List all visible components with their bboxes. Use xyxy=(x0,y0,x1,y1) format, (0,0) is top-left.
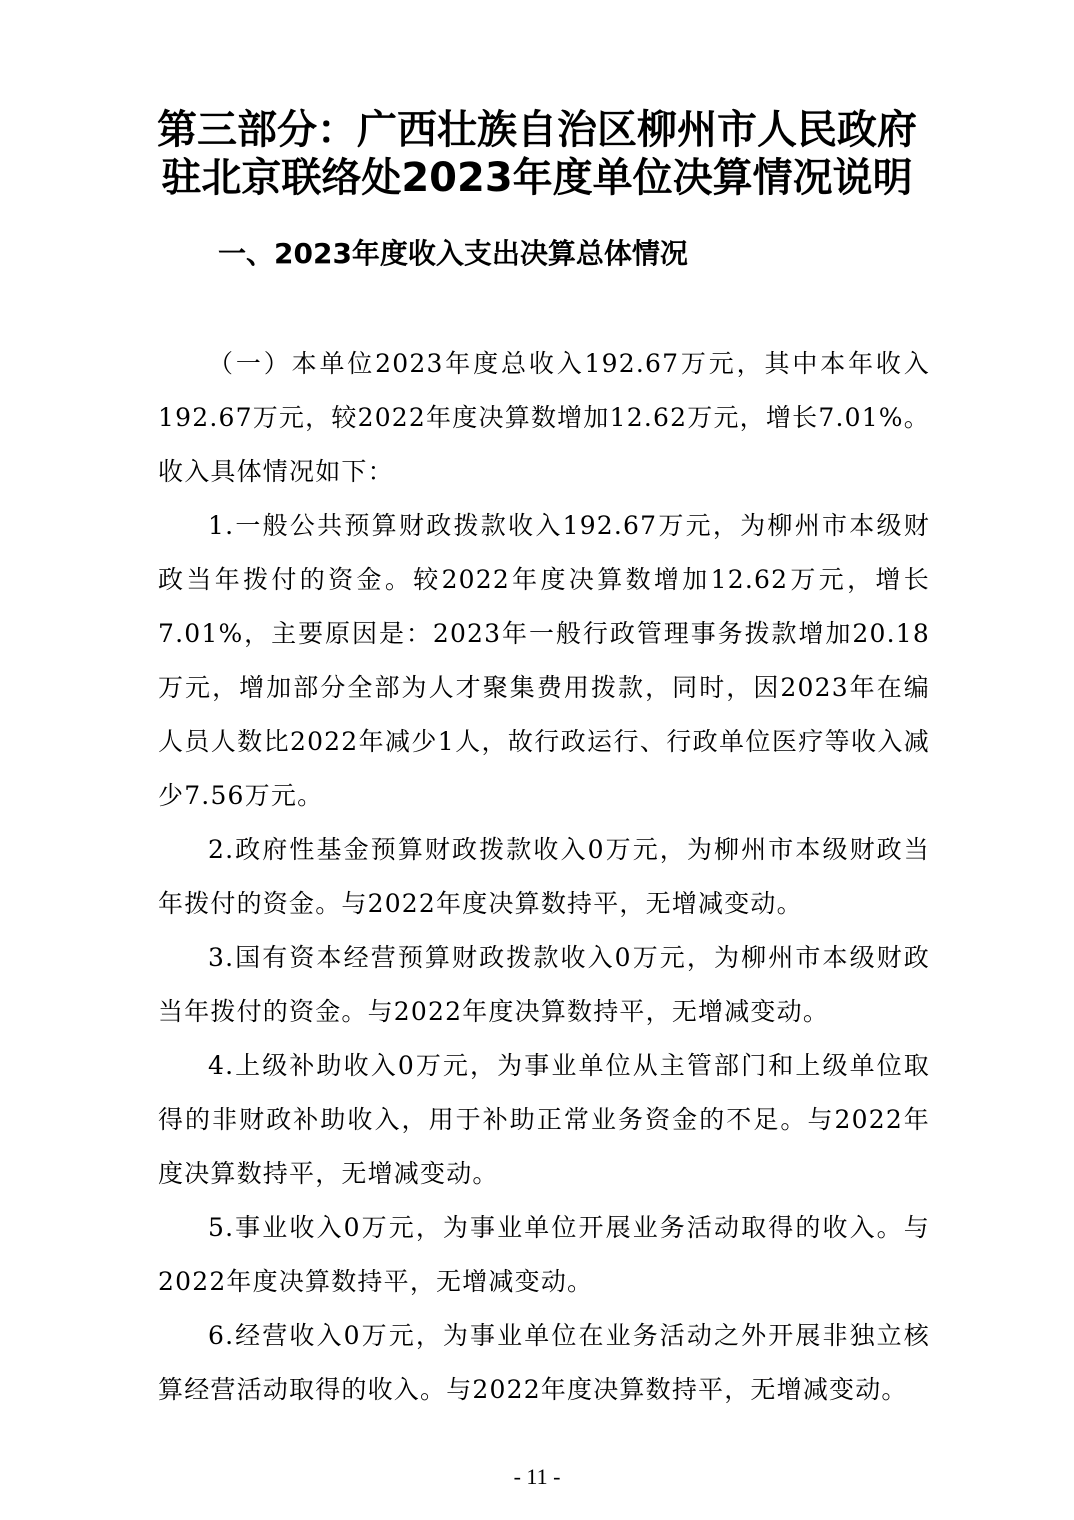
document-title-line-2: 驻北京联络处2023年度单位决算情况说明 xyxy=(161,155,913,201)
paragraph-business-income: 5.事业收入0万元，为事业单位开展业务活动取得的收入。与2022年度决算数持平，无增减变动。 xyxy=(158,1213,930,1296)
paragraph-state-capital-income: 3.国有资本经营预算财政拨款收入0万元，为柳州市本级财政当年拨付的资金。与2022年度决算数持平，无增减变动。 xyxy=(158,943,930,1026)
page-number: - 11 - xyxy=(513,1464,561,1489)
paragraph-superior-subsidy-income: 4.上级补助收入0万元，为事业单位从主管部门和上级单位取得的非财政补助收入，用于补助正常业务资金的不足。与2022年度决算数持平，无增减变动。 xyxy=(158,1051,930,1188)
section-heading: 一、2023年度收入支出决算总体情况 xyxy=(218,237,688,270)
paragraph-operating-income: 6.经营收入0万元，为事业单位在业务活动之外开展非独立核算经营活动取得的收入。与2022年度决算数持平，无增减变动。 xyxy=(158,1321,930,1404)
paragraph-general-budget-income: 1.一般公共预算财政拨款收入192.67万元，为柳州市本级财政当年拨付的资金。较2022年度决算数增加12.62万元，增长7.01%，主要原因是：2023年一般行政管理事务拨款增加20.18万元，增加部分全部为人才聚集费用拨款，同时，因2023年在编人员人数比2022年减少1人，故行政运行、行政单位医疗等收入减少7.56万元。 xyxy=(158,511,930,810)
document-title-line-1: 第三部分：广西壮族自治区柳州市人民政府 xyxy=(157,107,917,153)
paragraph-government-fund-income: 2.政府性基金预算财政拨款收入0万元，为柳州市本级财政当年拨付的资金。与2022年度决算数持平，无增减变动。 xyxy=(158,835,930,918)
paragraph-total-income: （一）本单位2023年度总收入192.67万元，其中本年收入192.67万元，较2022年度决算数增加12.62万元，增长7.01%。收入具体情况如下： xyxy=(158,349,930,486)
